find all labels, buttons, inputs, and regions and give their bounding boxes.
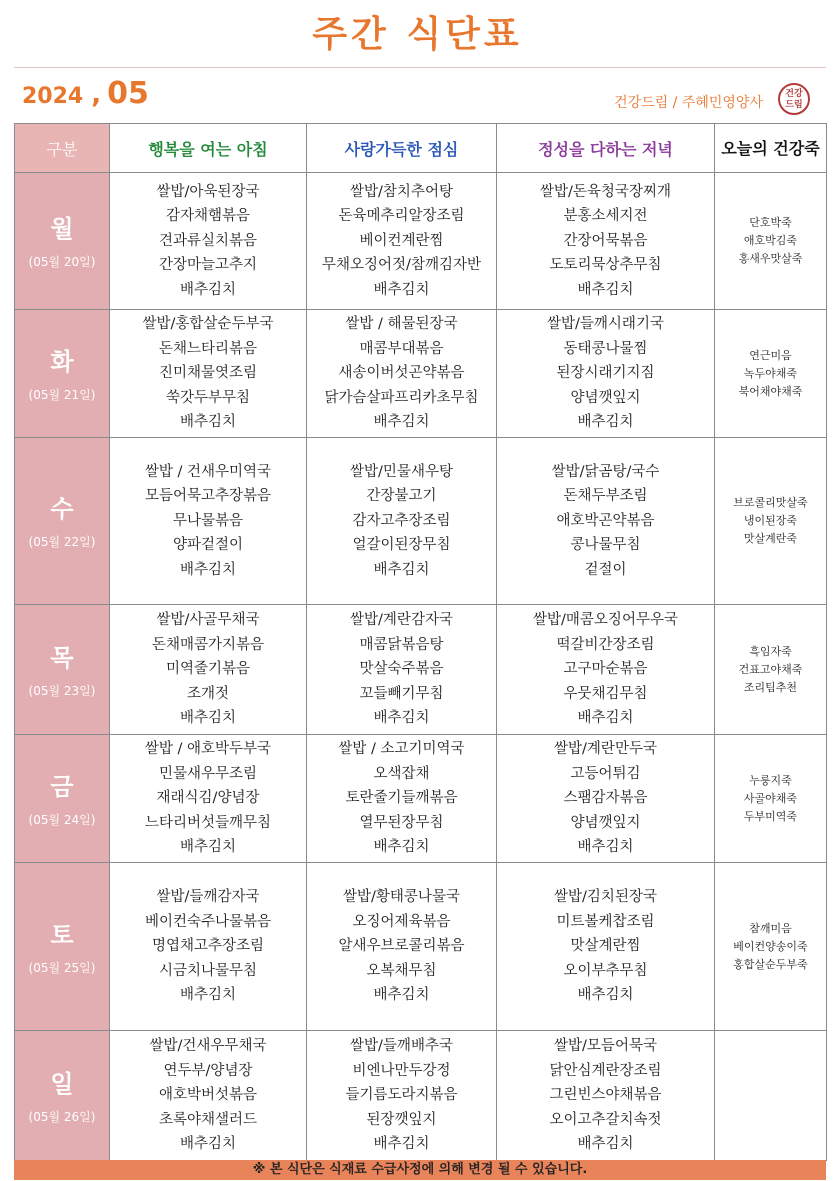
breakfast-cell [110, 735, 307, 863]
menu-item: 브로콜리맛살죽 [733, 496, 808, 509]
menu-item: 쌀밥/아욱된장국 [156, 183, 260, 200]
menu-item: 양념깻잎지 [570, 389, 641, 406]
menu-table [14, 123, 827, 1161]
porridge-cell [715, 735, 827, 863]
menu-item: 겉절이 [584, 561, 627, 578]
day-row [15, 310, 827, 438]
menu-item: 스팸감자볶음 [563, 790, 648, 807]
day-name: 토 [50, 920, 74, 949]
menu-item: 건표고야채죽 [738, 662, 803, 676]
menu-item: 연근미음 [749, 348, 792, 362]
breakfast-cell [110, 863, 307, 1031]
menu-item: 미역줄기볶음 [165, 661, 251, 678]
menu-item: 고구마순볶음 [563, 661, 648, 678]
menu-item: 동태콩나물찜 [563, 340, 648, 357]
day-cell [15, 310, 110, 438]
menu-item: 매콤부대볶음 [359, 340, 444, 357]
menu-item: 무나물볶음 [172, 512, 244, 529]
menu-item: 쌀밥/들깨감자국 [156, 889, 260, 906]
menu-item: 쌀밥/홍합살순두부국 [142, 316, 274, 333]
menu-item: 분홍소세지전 [563, 208, 648, 225]
menu-item: 알새우브로콜리볶음 [338, 938, 465, 955]
lunch-cell [307, 438, 497, 605]
breakfast-cell [110, 438, 307, 605]
footer-note: ※ 본 식단은 식재료 수급사정에 의해 변경 될 수 있습니다. [14, 1160, 826, 1180]
seal-logo: 건강 드림 [778, 83, 810, 115]
menu-item: 베이컨숙주나물볶음 [144, 913, 272, 930]
menu-item: 배추김치 [577, 281, 634, 298]
day-row [15, 1031, 827, 1161]
menu-item: 비엔나만두강정 [352, 1062, 451, 1079]
menu-item: 도토리묵상추무침 [549, 257, 662, 274]
day-cell [15, 1031, 110, 1161]
menu-item: 배추김치 [179, 839, 237, 856]
day-name: 목 [50, 643, 74, 672]
menu-item: 배추김치 [577, 987, 634, 1004]
menu-item: 맛살숙주볶음 [359, 661, 444, 678]
menu-item: 떡갈비간장조림 [556, 636, 655, 653]
menu-item: 배추김치 [577, 839, 634, 856]
lunch-cell [307, 173, 497, 310]
menu-item: 재래식김/양념장 [156, 790, 260, 807]
menu-item: 토란줄기들깨볶음 [345, 790, 458, 807]
menu-item: 조개젓 [186, 685, 230, 702]
day-date: (05월 20일) [28, 255, 96, 269]
menu-item: 돈채매콤가지볶음 [151, 636, 265, 653]
day-name: 수 [50, 495, 74, 523]
menu-item: 맛살계란찜 [570, 938, 641, 955]
day-name: 화 [50, 347, 74, 376]
menu-item: 쌀밥/계란감자국 [350, 612, 453, 629]
menu-item: 배추김치 [179, 414, 237, 431]
menu-item: 쌀밥 / 해물된장국 [345, 316, 458, 333]
comma-text: , [91, 80, 102, 110]
menu-item: 배추김치 [179, 561, 237, 578]
day-cell [15, 438, 110, 605]
menu-item: 애호박김죽 [743, 234, 798, 247]
breakfast-cell [110, 1031, 307, 1161]
menu-item: 조리팀추천 [743, 680, 798, 694]
day-row [15, 438, 827, 605]
menu-item: 감자고추장조림 [352, 512, 451, 529]
menu-item: 쌀밥/참치추어탕 [350, 183, 453, 200]
porridge-cell [715, 605, 827, 735]
menu-item: 쌀밥/민물새우탕 [350, 463, 453, 480]
menu-item: 배추김치 [577, 710, 634, 727]
menu-item: 돈육메추리알장조림 [338, 208, 465, 225]
menu-item: 쌀밥 / 애호박두부국 [144, 741, 272, 758]
lunch-cell [307, 310, 497, 438]
dinner-cell [497, 605, 715, 735]
menu-item: 닭안심계란장조림 [549, 1062, 662, 1079]
breakfast-cell [110, 310, 307, 438]
menu-item: 홍합살순두부죽 [733, 957, 808, 971]
menu-item: 오이고추갈치속젓 [549, 1111, 662, 1128]
menu-item: 맛살계란죽 [743, 532, 798, 545]
menu-item: 배추김치 [179, 281, 237, 298]
menu-item: 참깨미음 [749, 921, 792, 935]
lunch-cell [307, 863, 497, 1031]
lunch-cell [307, 605, 497, 735]
menu-item: 고등어튀김 [570, 765, 641, 782]
menu-item: 양념깻잎지 [570, 814, 641, 831]
dinner-cell [497, 735, 715, 863]
dinner-cell [497, 438, 715, 605]
menu-item: 쑥갓두부무침 [165, 389, 251, 406]
menu-item: 오징어제육볶음 [352, 913, 451, 930]
menu-item: 배추김치 [373, 987, 430, 1004]
menu-item: 배추김치 [577, 414, 634, 431]
year-text: 2024 [22, 84, 84, 109]
header-lunch: 사랑가득한 점심 [307, 124, 497, 173]
dinner-cell [497, 310, 715, 438]
menu-item: 진미채물엿조림 [158, 365, 258, 382]
menu-item: 쌀밥/김치된장국 [554, 889, 657, 906]
menu-item: 꼬들빼기무침 [359, 685, 444, 702]
menu-item: 쌀밥/황태콩나물국 [343, 889, 460, 906]
menu-item: 베이컨계란찜 [359, 232, 444, 249]
menu-item: 돈채느타리볶음 [158, 340, 258, 357]
day-name: 일 [50, 1069, 74, 1098]
menu-item: 닭가슴살파프리카초무침 [324, 389, 479, 406]
menu-item: 홍새우맛살죽 [738, 252, 803, 265]
menu-item: 배추김치 [373, 839, 430, 856]
day-date: (05월 25일) [28, 960, 96, 975]
menu-item: 배추김치 [577, 1136, 634, 1153]
menu-body [15, 173, 827, 1161]
lunch-cell [307, 735, 497, 863]
day-row [15, 863, 827, 1031]
menu-item: 얼갈이된장무침 [352, 537, 451, 554]
menu-item: 들기름도라지볶음 [345, 1087, 458, 1104]
menu-item: 쌀밥 / 건새우미역국 [144, 463, 272, 480]
day-date: (05월 26일) [28, 1109, 96, 1124]
day-date: (05월 24일) [28, 812, 96, 827]
menu-item: 매콤닭볶음탕 [359, 636, 444, 653]
menu-item: 배추김치 [179, 1136, 237, 1153]
menu-item: 쌀밥/모듬어묵국 [554, 1038, 657, 1055]
menu-item: 간장불고기 [366, 488, 437, 505]
menu-item: 느타리버섯들깨무침 [144, 814, 272, 831]
menu-item: 쌀밥/사골무채국 [156, 612, 260, 629]
month-text: 05 [107, 76, 149, 111]
menu-item: 민물새우무조림 [158, 765, 258, 782]
divider [14, 67, 826, 68]
menu-item: 흑임자죽 [749, 644, 792, 658]
credit-text: 건강드림 / 주혜민영양사 [614, 95, 763, 111]
menu-item: 배추김치 [373, 561, 430, 578]
day-cell [15, 605, 110, 735]
menu-item: 베이컨양송이죽 [733, 939, 808, 953]
menu-item: 새송이버섯곤약볶음 [338, 365, 465, 382]
menu-item: 배추김치 [373, 414, 430, 431]
menu-item: 무채오징어젓/참깨김자반 [322, 257, 481, 274]
menu-item: 된장시래기지짐 [556, 365, 655, 382]
menu-item: 열무된장무침 [359, 814, 444, 831]
menu-item: 쌀밥/계란만두국 [554, 741, 657, 758]
menu-item: 애호박곤약볶음 [556, 512, 655, 529]
menu-item: 단호박죽 [749, 216, 792, 229]
menu-item: 그린빈스야채볶음 [549, 1087, 662, 1104]
page-title: 주간 식단표 [312, 14, 523, 55]
menu-item: 쌀밥/매콤오징어무우국 [533, 612, 678, 629]
menu-item: 애호박버섯볶음 [158, 1087, 258, 1104]
menu-item: 오이부추무침 [563, 962, 648, 979]
porridge-cell [715, 173, 827, 310]
menu-item: 견과류실치볶음 [158, 232, 258, 249]
menu-item: 냉이된장죽 [743, 514, 798, 527]
day-name: 월 [50, 215, 74, 243]
menu-item: 배추김치 [373, 1136, 430, 1153]
header-dinner: 정성을 다하는 저녁 [497, 124, 715, 173]
day-cell [15, 863, 110, 1031]
menu-item: 우뭇채김무침 [563, 685, 648, 702]
menu-item: 누룽지죽 [749, 773, 792, 787]
menu-item: 두부미역죽 [743, 809, 798, 823]
menu-item: 오색잡채 [373, 765, 430, 782]
menu-item: 쌀밥/건새우무채국 [149, 1038, 267, 1055]
day-cell [15, 173, 110, 310]
breakfast-cell [110, 173, 307, 310]
menu-item: 양파겉절이 [172, 537, 244, 554]
date-heading [22, 76, 149, 111]
menu-item: 미트볼케찹조림 [556, 913, 655, 930]
menu-item: 녹두야채죽 [743, 366, 798, 380]
dinner-cell [497, 173, 715, 310]
menu-item: 초록야채샐러드 [158, 1111, 258, 1128]
menu-item: 모듬어묵고추장볶음 [144, 488, 272, 505]
day-cell [15, 735, 110, 863]
porridge-cell [715, 1031, 827, 1161]
dinner-cell [497, 1031, 715, 1161]
menu-item: 간장마늘고추지 [158, 257, 258, 274]
day-row [15, 735, 827, 863]
menu-item: 간장어묵볶음 [563, 232, 648, 249]
menu-item: 배추김치 [179, 710, 237, 727]
menu-item: 쌀밥/돈육청국장찌개 [540, 183, 671, 200]
menu-item: 쌀밥/들깨시래기국 [547, 316, 664, 333]
menu-item: 된장깻잎지 [366, 1111, 437, 1128]
lunch-cell [307, 1031, 497, 1161]
day-row [15, 173, 827, 310]
day-date: (05월 23일) [28, 683, 96, 698]
day-row [15, 605, 827, 735]
header-row [15, 124, 827, 173]
menu-item: 배추김치 [373, 710, 430, 727]
menu-item: 사골야채죽 [743, 791, 798, 805]
menu-item: 쌀밥 / 소고기미역국 [338, 741, 465, 758]
menu-item: 북어채야채죽 [738, 384, 803, 398]
day-date: (05월 22일) [28, 535, 96, 549]
menu-item: 콩나물무침 [570, 537, 641, 554]
porridge-cell [715, 310, 827, 438]
porridge-cell [715, 438, 827, 605]
porridge-cell [715, 863, 827, 1031]
day-name: 금 [50, 772, 74, 801]
day-date: (05월 21일) [28, 387, 96, 402]
menu-item: 돈채두부조림 [563, 488, 648, 505]
header-breakfast: 행복을 여는 아침 [110, 124, 307, 173]
menu-item: 연두부/양념장 [163, 1062, 253, 1079]
menu-item: 쌀밥/들깨배추국 [350, 1038, 453, 1055]
menu-item: 배추김치 [179, 987, 237, 1004]
menu-item: 감자채햄볶음 [165, 208, 251, 225]
breakfast-cell [110, 605, 307, 735]
header-label: 구분 [15, 124, 110, 173]
dinner-cell [497, 863, 715, 1031]
menu-item: 오복채무침 [366, 962, 437, 979]
header-porridge: 오늘의 건강죽 [715, 124, 827, 173]
menu-item: 배추김치 [373, 281, 430, 298]
menu-item: 명엽채고추장조림 [151, 938, 265, 955]
menu-item: 쌀밥/닭곰탕/국수 [551, 463, 660, 480]
menu-item: 시금치나물무침 [158, 962, 258, 979]
